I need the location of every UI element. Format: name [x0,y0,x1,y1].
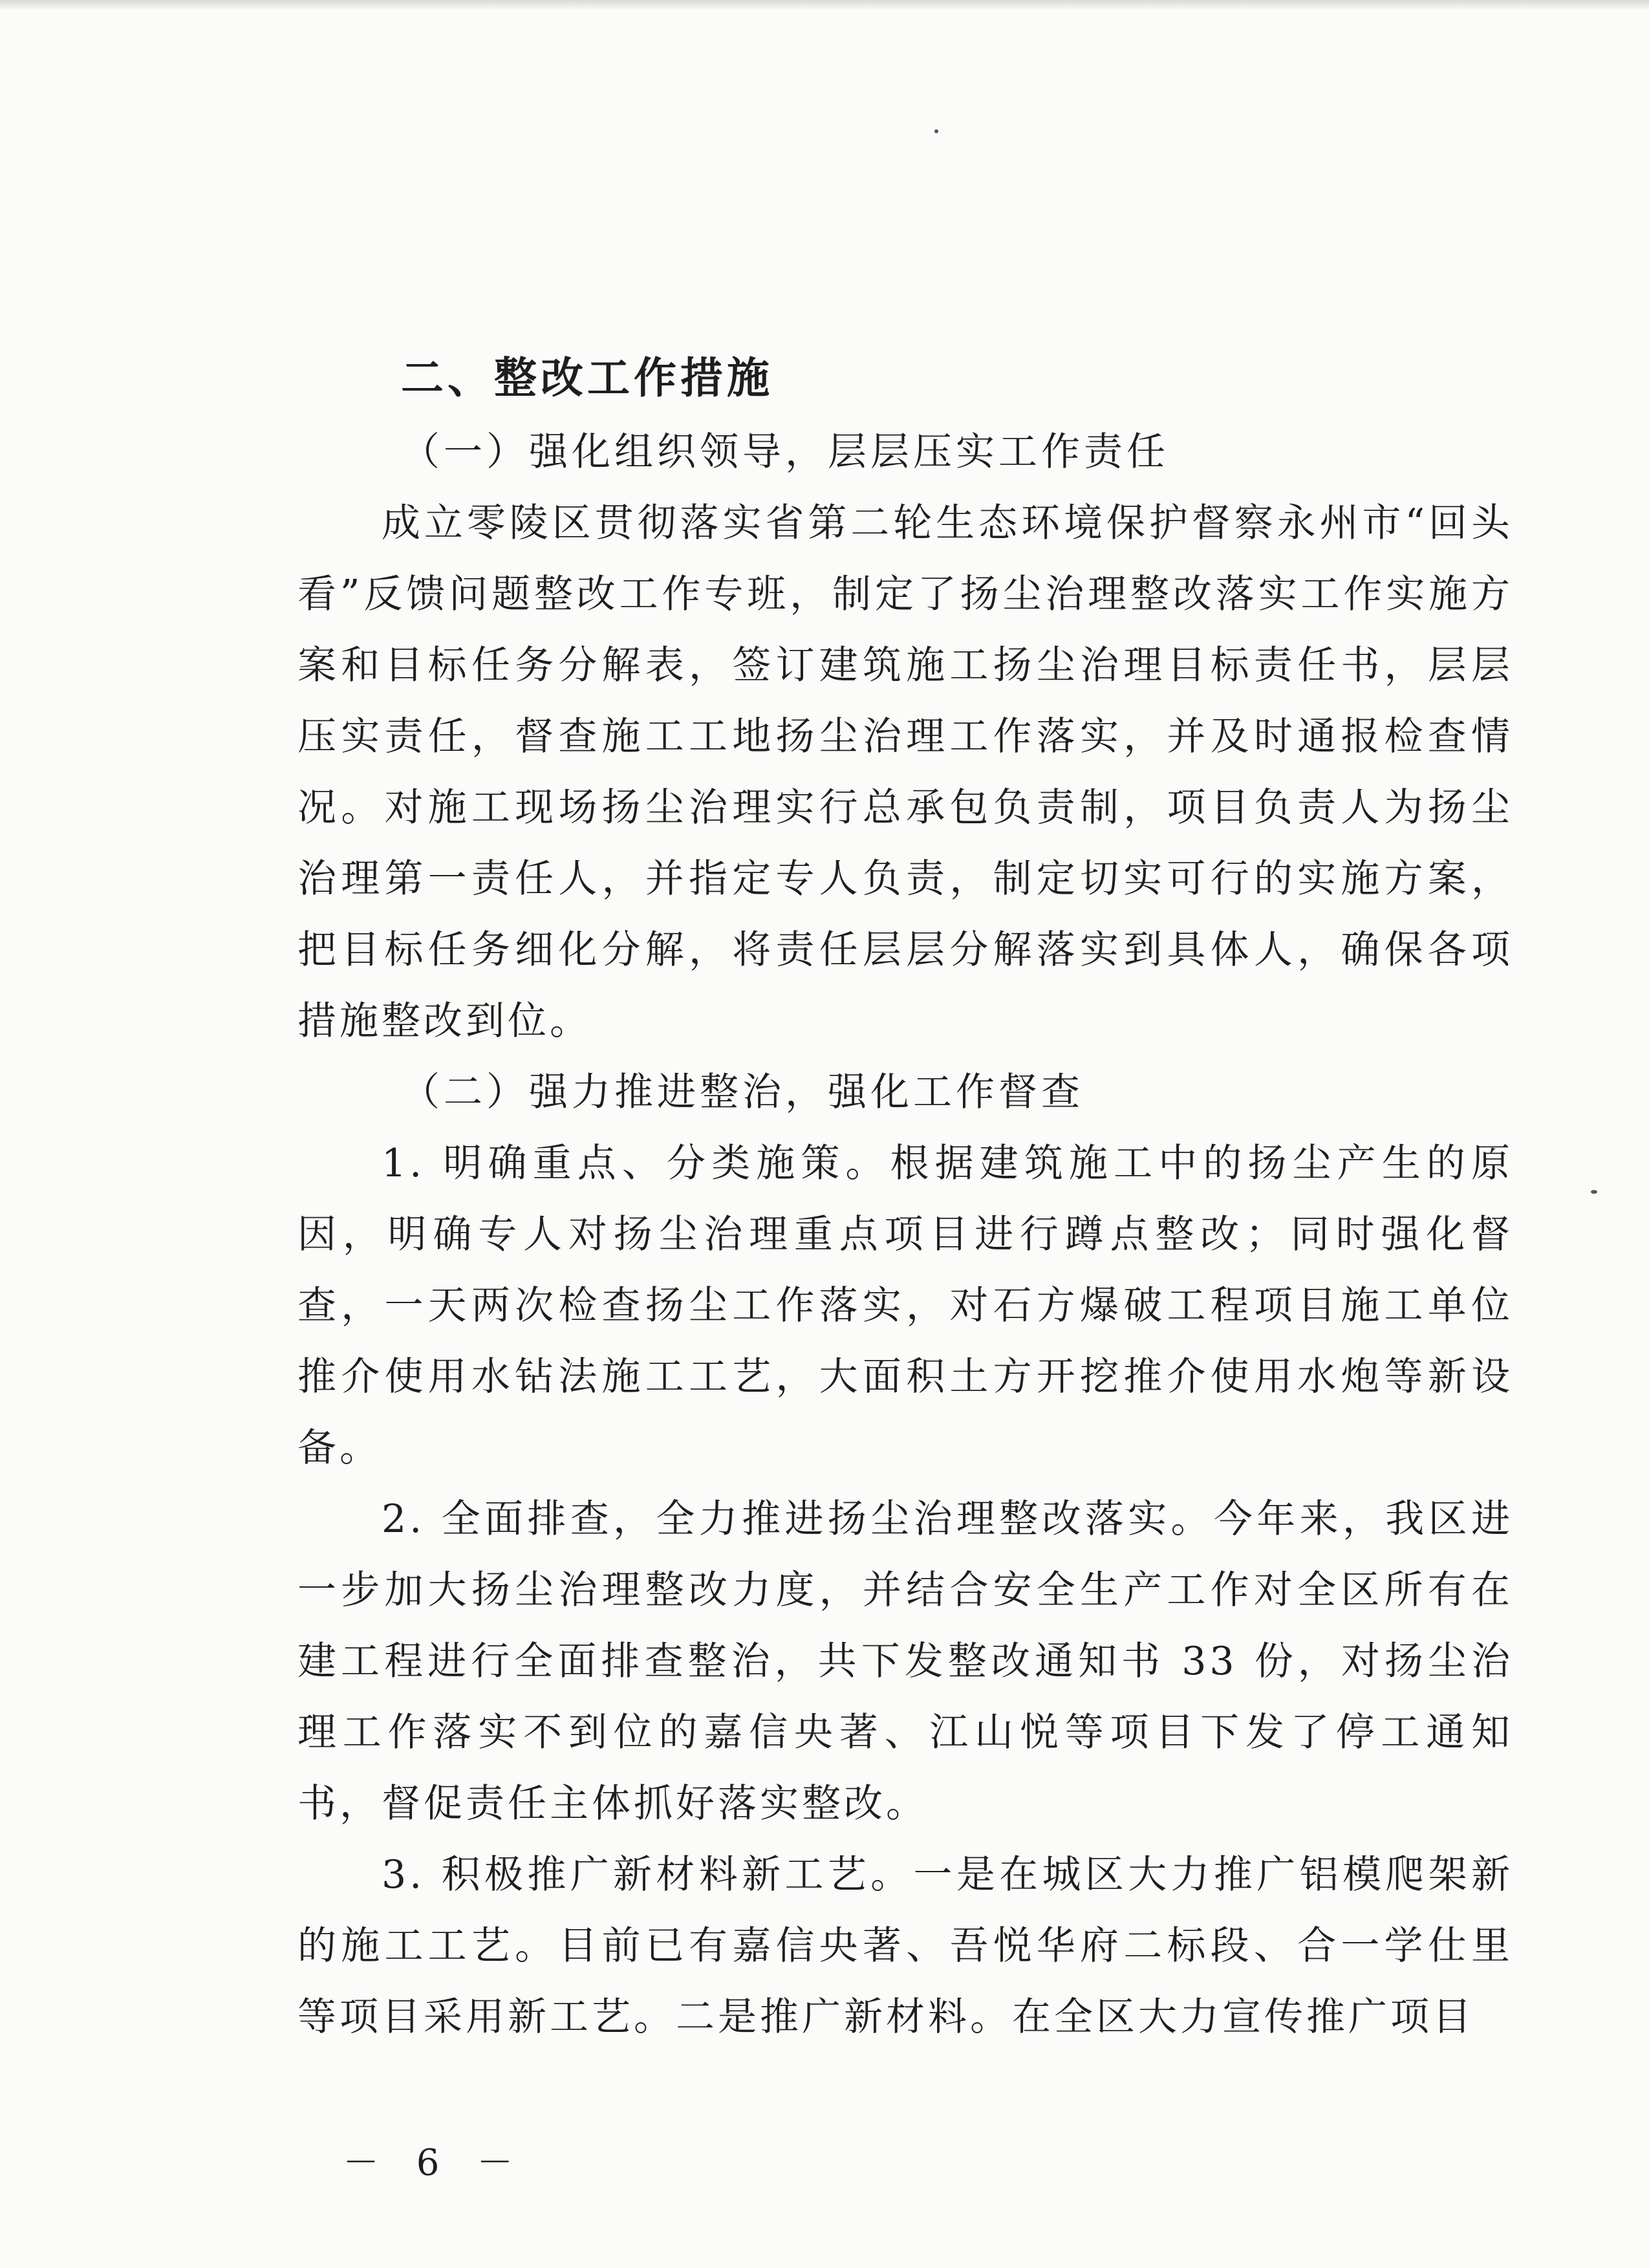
section-heading: 二、整改工作措施 [401,353,773,403]
subsection-heading-1: （一）强化组织领导，层层压实工作责任 [401,429,1169,475]
paragraph-1: 成立零陵区贯彻落实省第二轮生态环境保护督察永州市“回头看”反馈问题整改工作专班，制定了扬尘治理整改落实工作实施方案和目标任务分解表，签订建筑施工扬尘治理目标责任书，层层压实责任，督查施工工地扬尘治理工作落实，并及时通报检查情况。对施工现场扬尘治理实行总承包负责制，项目负责人为扬尘治理第一责任人，并指定专人负责，制定切实可行的实施方案，把目标任务细化分解，将责任层层分解落实到具体人，确保各项措施整改到位。 [297,501,1513,1044]
scan-speck [1591,1190,1597,1194]
scan-top-edge [0,0,1649,10]
page-number: － 6 － [343,2142,526,2184]
subsection-heading-2: （二）强力推进整治，强化工作督查 [401,1070,1084,1115]
list-item-3: 3. 积极推广新材料新工艺。一是在城区大力推广铝模爬架新的施工工艺。目前已有嘉信央著、吾悦华府二标段、合一学仕里等项目采用新工艺。二是推广新材料。在全区大力宣传推广项目 [297,1852,1513,2040]
list-item-2: 2. 全面排查，全力推进扬尘治理整改落实。今年来，我区进一步加大扬尘治理整改力度，并结合安全生产工作对全区所有在建工程进行全面排查整治，共下发整改通知书 33 份，对扬尘治理工作落实不到位的嘉信央著、江山悦等项目下发了停工通知书，督促责任主体抓好落实整改。 [297,1496,1513,1826]
scan-speck [934,129,938,133]
document-body [297,343,1513,2053]
list-item-1: 1. 明确重点、分类施策。根据建筑施工中的扬尘产生的原因，明确专人对扬尘治理重点项目进行蹲点整改；同时强化督查，一天两次检查扬尘工作落实，对石方爆破工程项目施工单位推介使用水钻法施工工艺，大面积土方开挖推介使用水炮等新设备。 [297,1141,1513,1471]
